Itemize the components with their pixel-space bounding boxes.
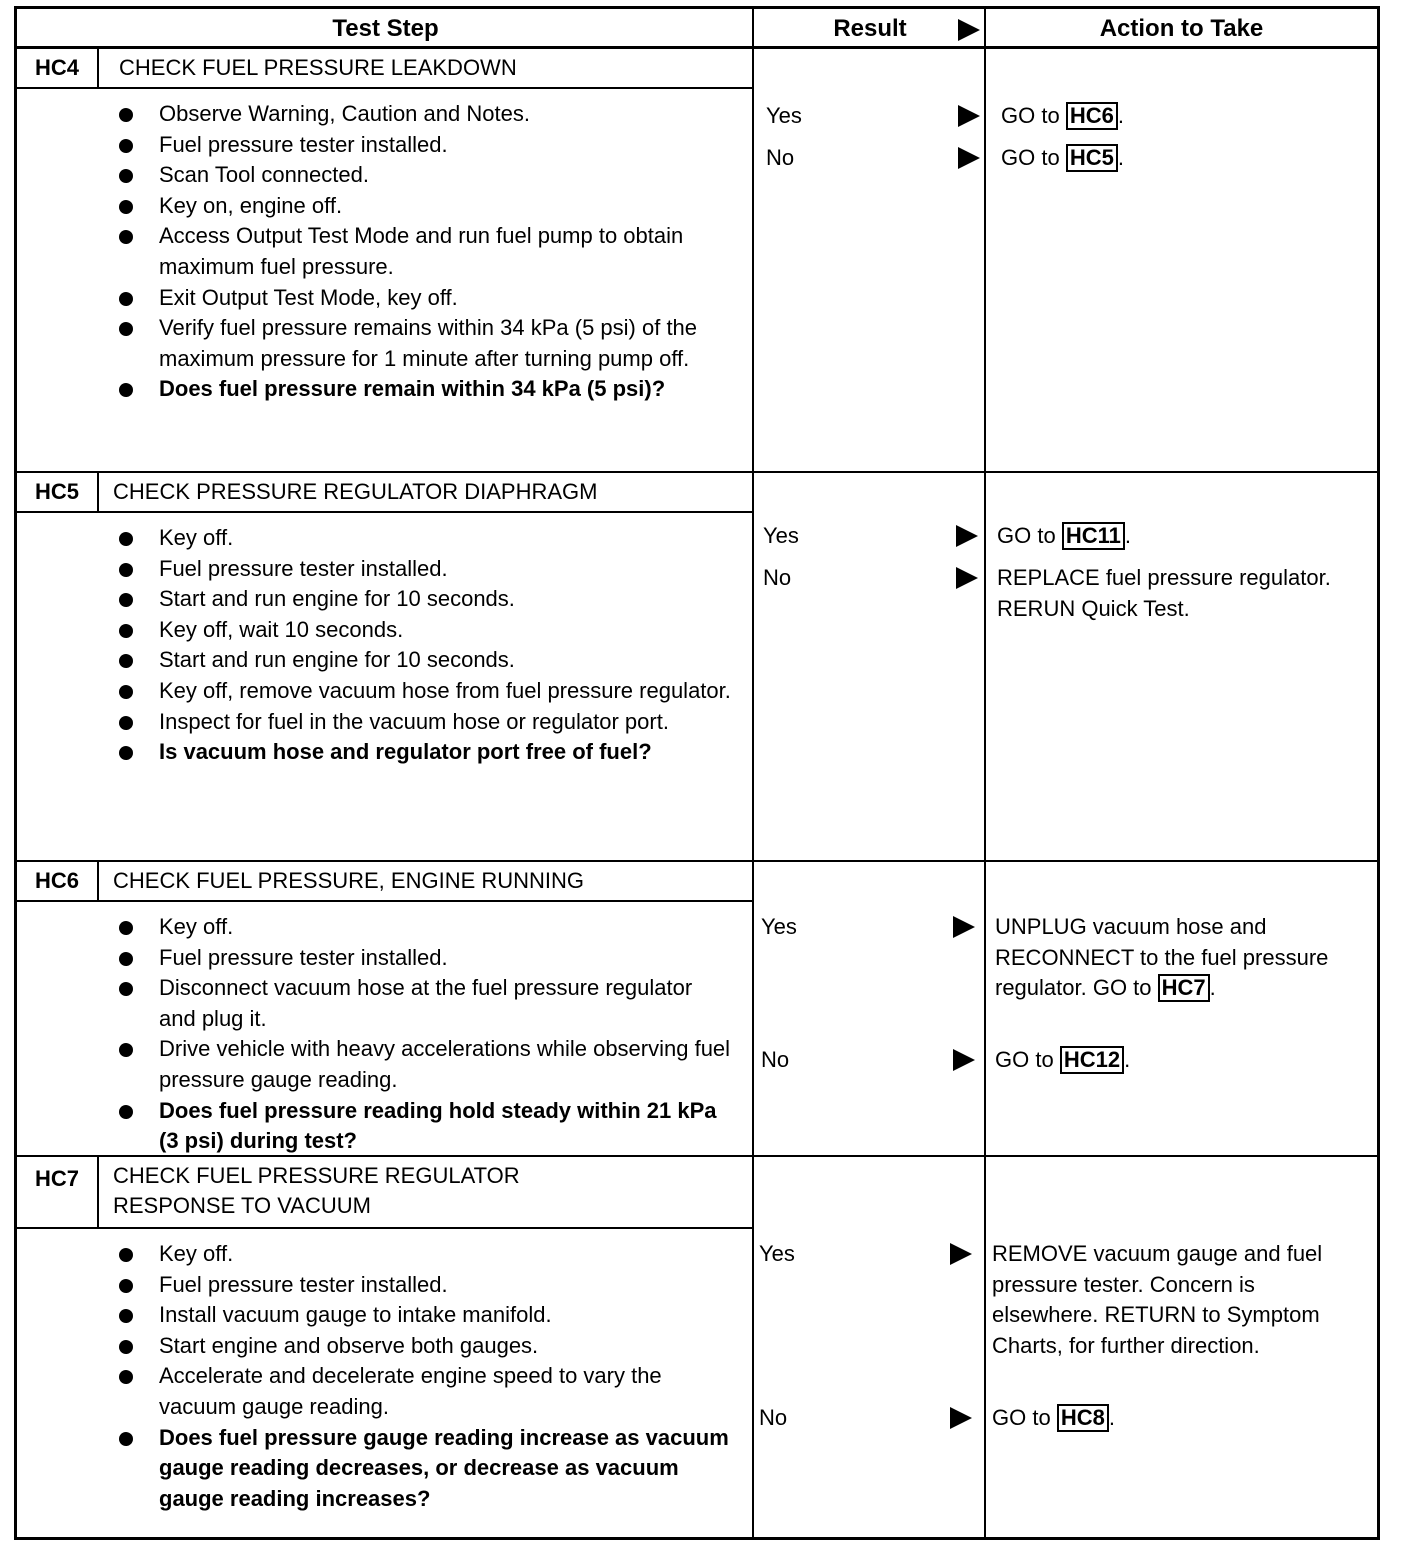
step-title: CHECK FUEL PRESSURE REGULATOR RESPONSE TO VACUUM [113, 1163, 520, 1218]
bullet-item: Observe Warning, Caution and Notes. [113, 99, 733, 130]
result-yes: Yes [766, 103, 802, 128]
bullet-item: Fuel pressure tester installed. [113, 130, 733, 161]
result-yes: Yes [761, 914, 797, 939]
action-yes: GO to HC11 . [997, 523, 1131, 548]
header-arrow-icon [958, 19, 980, 41]
step-title: CHECK FUEL PRESSURE LEAKDOWN [119, 55, 517, 80]
action-yes-text: GO to [1001, 103, 1060, 128]
step-id: HC4 [17, 49, 99, 87]
yes-arrow-icon [956, 525, 978, 547]
bullet-item: Fuel pressure tester installed. [113, 943, 733, 974]
action-yes: GO to HC6 . [1001, 103, 1124, 128]
step-title: CHECK PRESSURE REGULATOR DIAPHRAGM [113, 479, 598, 504]
yes-arrow-icon [953, 916, 975, 938]
no-arrow-icon [958, 147, 980, 169]
step-reference: HC5 [1066, 144, 1118, 172]
bullet-item: Key off. [113, 912, 733, 943]
action-no-text: GO to [995, 1047, 1054, 1072]
bullet-item: Disconnect vacuum hose at the fuel pressure regulator and plug it. [113, 973, 733, 1034]
step-reference: HC12 [1060, 1046, 1124, 1074]
bullet-item: Fuel pressure tester installed. [113, 554, 733, 585]
step-hc4 [17, 49, 1377, 471]
step-bullets [113, 912, 733, 1157]
no-arrow-icon [956, 567, 978, 589]
result-no: No [759, 1405, 788, 1430]
header-action: Action to Take [986, 9, 1377, 49]
step-bullets [113, 523, 733, 768]
bullet-item: Accelerate and decelerate engine speed to vary the vacuum gauge reading. [113, 1361, 733, 1422]
yes-arrow-icon [958, 105, 980, 127]
bullet-item: Key on, engine off. [113, 191, 733, 222]
step-header [17, 473, 754, 513]
action-no-text: GO to [992, 1405, 1051, 1430]
bullet-item: Exit Output Test Mode, key off. [113, 283, 733, 314]
bullet-item: Inspect for fuel in the vacuum hose or regulator port. [113, 707, 733, 738]
bullet-item: Key off. [113, 523, 733, 554]
step-title: CHECK FUEL PRESSURE, ENGINE RUNNING [113, 868, 585, 893]
step-question: Is vacuum hose and regulator port free of fuel? [113, 737, 733, 768]
bullet-item: Drive vehicle with heavy accelerations while observing fuel pressure gauge reading. [113, 1034, 733, 1095]
step-reference: HC7 [1158, 974, 1210, 1002]
step-hc5 [17, 473, 1377, 860]
step-bullets [113, 99, 733, 405]
action-no: GO to HC12 . [995, 1047, 1131, 1072]
step-reference: HC6 [1066, 102, 1118, 130]
step-header [17, 49, 754, 89]
step-reference: HC11 [1062, 522, 1125, 550]
bullet-item: Start and run engine for 10 seconds. [113, 584, 733, 615]
step-id: HC7 [17, 1157, 99, 1227]
header-result [754, 9, 986, 49]
step-header [17, 1157, 754, 1229]
bullet-item: Fuel pressure tester installed. [113, 1270, 733, 1301]
result-no: No [763, 565, 792, 590]
result-yes: Yes [759, 1241, 795, 1266]
step-id: HC6 [17, 862, 99, 900]
step-question: Does fuel pressure reading hold steady within 21 kPa (3 psi) during test? [113, 1096, 733, 1157]
action-no: GO to HC5 . [1001, 145, 1124, 170]
action-no-text: GO to [1001, 145, 1060, 170]
action-yes-text: UNPLUG vacuum hose and RECONNECT to the fuel pressure regulator. GO to [995, 914, 1329, 1001]
step-id: HC5 [17, 473, 99, 511]
result-no: No [766, 145, 795, 170]
no-arrow-icon [953, 1049, 975, 1071]
step-reference: HC8 [1057, 1404, 1109, 1432]
step-hc6 [17, 862, 1377, 1155]
step-bullets [113, 1239, 733, 1514]
step-question: Does fuel pressure remain within 34 kPa (5 psi)? [113, 374, 733, 405]
action-no: GO to HC8 . [992, 1405, 1115, 1430]
bullet-item: Scan Tool connected. [113, 160, 733, 191]
action-yes: REMOVE vacuum gauge and fuel pressure tester. Concern is elsewhere. RETURN to Symptom Charts, for further direction. [992, 1241, 1323, 1358]
header-result-label: Result [833, 15, 907, 42]
action-yes: UNPLUG vacuum hose and RECONNECT to the fuel pressure regulator. GO to HC7 . [995, 914, 1329, 1001]
yes-arrow-icon [950, 1243, 972, 1265]
result-yes: Yes [763, 523, 799, 548]
result-no: No [761, 1047, 790, 1072]
bullet-item: Install vacuum gauge to intake manifold. [113, 1300, 733, 1331]
action-yes-text: GO to [997, 523, 1056, 548]
header-test-step: Test Step [17, 9, 754, 49]
bullet-item: Access Output Test Mode and run fuel pump to obtain maximum fuel pressure. [113, 221, 733, 282]
action-no: REPLACE fuel pressure regulator. RERUN Quick Test. [997, 565, 1331, 621]
bullet-item: Start and run engine for 10 seconds. [113, 645, 733, 676]
diagnostic-table [14, 6, 1380, 1540]
step-header [17, 862, 754, 902]
bullet-item: Start engine and observe both gauges. [113, 1331, 733, 1362]
bullet-item: Verify fuel pressure remains within 34 kPa (5 psi) of the maximum pressure for 1 minute after turning pump off. [113, 313, 733, 374]
step-hc7 [17, 1157, 1377, 1537]
bullet-item: Key off, wait 10 seconds. [113, 615, 733, 646]
bullet-item: Key off. [113, 1239, 733, 1270]
step-question: Does fuel pressure gauge reading increase as vacuum gauge reading decreases, or decrease as vacuum gauge reading increases? [113, 1423, 733, 1515]
bullet-item: Key off, remove vacuum hose from fuel pressure regulator. [113, 676, 733, 707]
no-arrow-icon [950, 1407, 972, 1429]
